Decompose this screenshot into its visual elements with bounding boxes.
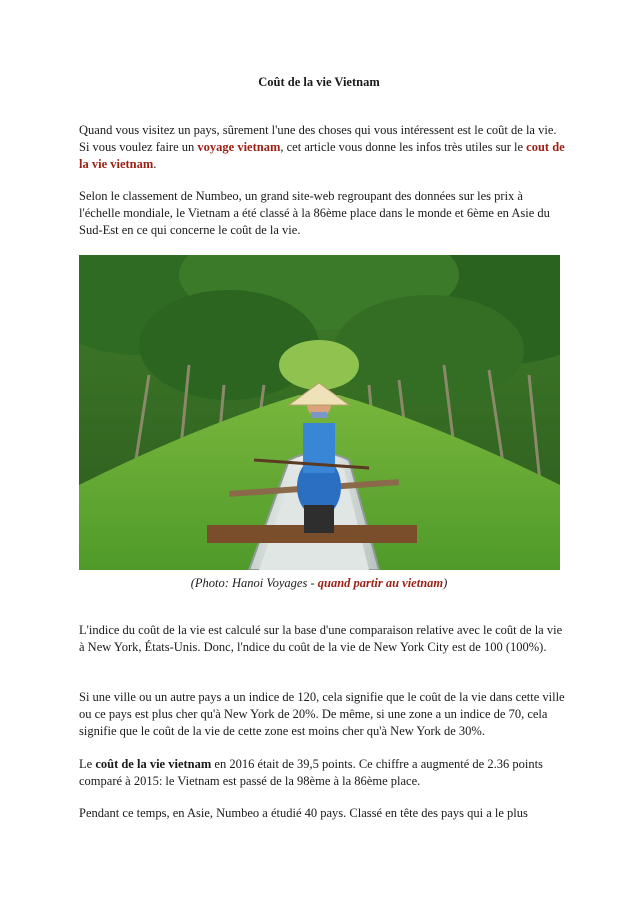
link-quand-partir-au-vietnam[interactable]: quand partir au vietnam [317,576,444,590]
link-voyage-vietnam[interactable]: voyage vietnam [197,140,281,154]
photo-woman-boat-mangrove [79,255,560,570]
paragraph-intro: Quand vous visitez un pays, sûrement l'une des choses qui vous intéressent est le coût de la vie. Si vous voulez faire un voyage vietnam, cet article vous donne les infos très utiles sur le cout de la vie vietnam. [79,123,565,171]
paragraph-asie: Pendant ce temps, en Asie, Numbeo a étudié 40 pays. Classé en tête des pays qui a le plus [79,806,528,820]
paragraph-indice: L'indice du coût de la vie est calculé sur la base d'une comparaison relative avec le coût de la vie à New York, États-Unis. Donc, l'ndice du coût de la vie de New York City est de 100 (100%). [79,623,563,654]
photo-caption: (Photo: Hanoi Voyages - quand partir au vietnam) [190,576,448,590]
document-title: Coût de la vie Vietnam [258,75,380,89]
bold-cout-de-la-vie-vietnam: coût de la vie vietnam [95,757,212,771]
paragraph-comparaison: Si une ville ou un autre pays a un indice de 120, cela signifie que le coût de la vie dans cette ville ou ce pays est plus cher qu'à New York de 20%. De même, si une zone a un indice de 70, cela signifie que le coût de la vie de cette zone est moins cher qu'à New York de 30%. [79,690,565,738]
link-cout-de-la-vie-vietnam[interactable]: cout de la vie vietnam [79,140,565,171]
paragraph-numbeo: Selon le classement de Numbeo, un grand site-web regroupant des données sur les prix à l'échelle mondiale, le Vietnam a été classé à la 86ème place dans le monde et 6ème en Asie du Sud-Est en ce qui concerne le coût de la vie. [79,189,550,237]
paragraph-2016: Le coût de la vie vietnam en 2016 était de 39,5 points. Ce chiffre a augmenté de 2.36 points comparé à 2015: le Vietnam est passé de la 98ème à la 86ème place. [79,757,543,788]
